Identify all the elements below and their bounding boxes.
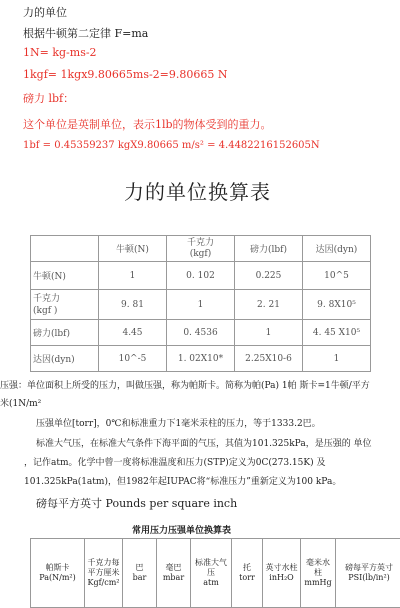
table-cell: 2.25X10-6	[235, 346, 303, 372]
table-cell: 1	[235, 320, 303, 346]
atm-definition: 标准大气压，在标准大气条件下海平面的气压，其值为101.325kPa，是压强的 单位	[36, 436, 372, 449]
heading-force-unit: 力的单位	[23, 4, 67, 20]
lbf-formula: 1bf = 0.45359237 kgX9.80665 m/s² = 4.4482216152605N	[23, 140, 320, 151]
table-cell: 4.45	[99, 320, 167, 346]
atm-definition-end: 101.325kPa(1atm)，但1982年起IUPAC将“标准压力”重新定义为100 kPa。	[24, 474, 341, 487]
row-header-lbf: 磅力(lbf)	[31, 320, 99, 346]
table-cell: 1	[99, 262, 167, 290]
header-cell-newton: 牛顿(N)	[99, 236, 167, 262]
header-cell-dyn: 达因(dyn)	[303, 236, 371, 262]
row-header-newton: 牛顿(N)	[31, 262, 99, 290]
atm-definition-cont: ，记作atm。化学中曾一度将标准温度和压力(STP)定义为0C(273.15K) 及	[24, 455, 325, 468]
force-conversion-table	[30, 235, 371, 372]
header-cell-inh2o: 英寸水柱 inH₂O	[263, 539, 301, 608]
row-header-dyn: 达因(dyn)	[31, 346, 99, 372]
table-cell: 0. 4536	[167, 320, 235, 346]
table-cell: 1. 02X10*	[167, 346, 235, 372]
table-cell: 9. 8X10⁵	[303, 290, 371, 320]
header-cell-atm: 标准大气 压 atm	[191, 539, 232, 608]
newton-second-law: 根据牛顿第二定律 F=ma	[23, 25, 148, 41]
header-cell-psi: 磅每平方英寸 PSI(lb/in²)	[336, 539, 400, 608]
header-cell-mbar: 毫巴 mbar	[157, 539, 191, 608]
header-cell-kgf: 千克力 (kgf)	[167, 236, 235, 262]
newton-definition: 1N= kg-ms-2	[23, 46, 97, 59]
table-cell: 4. 45 X10⁵	[303, 320, 371, 346]
torr-definition: 压强单位[torr]，0℃和标准重力下1毫米汞柱的压力，等于1333.2巴。	[36, 416, 321, 429]
table-cell: 10^-5	[99, 346, 167, 372]
header-cell-kgf-cm2: 千克力每 平方厘米 Kgf/cm²	[85, 539, 123, 608]
header-cell-torr: 托 torr	[232, 539, 263, 608]
header-cell-pascal: 帕斯卡 Pa(N/m²)	[31, 539, 85, 608]
table-cell: 0. 102	[167, 262, 235, 290]
pressure-definition: 压强：单位面积上所受的压力，叫做压强，称为帕斯卡。简称为帕(Pa) 1帕 斯卡=1牛顿/平方	[0, 378, 370, 391]
header-cell-empty	[31, 236, 99, 262]
table-cell: 0.225	[235, 262, 303, 290]
lbf-description: 这个单位是英制单位，表示1lb的物体受到的重力。	[23, 116, 272, 132]
pressure-conversion-table	[30, 538, 400, 608]
psi-heading: 磅每平方英寸 Pounds per square inch	[36, 495, 237, 511]
lbf-heading: 磅力 lbf：	[23, 90, 74, 106]
header-cell-mmhg: 毫米水 柱 mmHg	[301, 539, 336, 608]
table-cell: 10^5	[303, 262, 371, 290]
header-cell-bar: 巴 bar	[123, 539, 157, 608]
table-cell: 9. 81	[99, 290, 167, 320]
table-cell: 1	[303, 346, 371, 372]
table-cell: 2. 21	[235, 290, 303, 320]
row-header-kgf: 千克力 (kgf )	[31, 290, 99, 320]
pressure-definition-cont: 米(1N/m²	[0, 396, 41, 409]
kgf-definition: 1kgf= 1kgx9.80665ms-2=9.80665 N	[23, 68, 228, 81]
header-cell-lbf: 磅力(lbf)	[235, 236, 303, 262]
table-cell: 1	[167, 290, 235, 320]
pressure-table-title: 常用压力压强单位换算表	[132, 523, 231, 536]
force-table-title: 力的单位换算表	[124, 176, 271, 205]
